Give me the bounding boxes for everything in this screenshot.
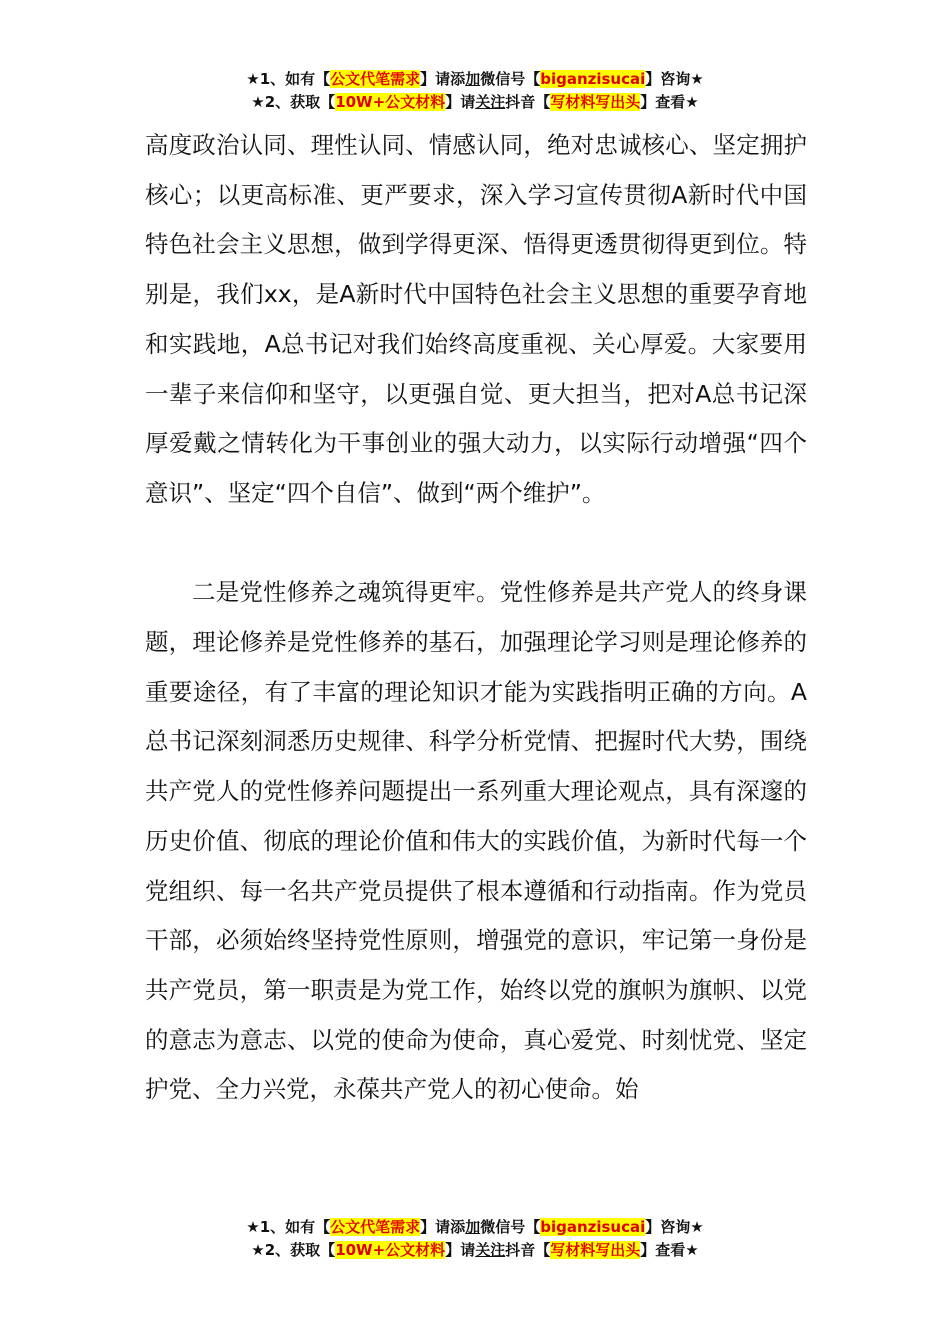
highlight-wechat-id: biganzisucai — [540, 1218, 646, 1236]
banner-line-2 — [0, 91, 950, 114]
banner-text: 】请添 — [420, 1218, 466, 1236]
highlight-service: 公文代笔需求 — [330, 70, 421, 88]
banner-text: ★1、如有【 — [246, 1218, 331, 1236]
banner-underlined-text: 加 — [465, 1218, 481, 1236]
banner-underlined-text: 关注 — [475, 1241, 506, 1259]
banner-underlined-text: 加 — [465, 70, 481, 88]
banner-text: 】请 — [445, 93, 476, 111]
banner-line-1 — [0, 68, 950, 91]
banner-text: 微信号【 — [480, 1218, 541, 1236]
banner-text: 】请 — [445, 1241, 476, 1259]
banner-text: 】查看★ — [640, 93, 699, 111]
banner-line-1 — [0, 1216, 950, 1239]
banner-text: ★2、获取【 — [251, 93, 336, 111]
footer-banner — [0, 1216, 950, 1262]
paragraph-2: 二是党性修养之魂筑得更牢。党性修养是共产党人的终身课题，理论修养是党性修养的基石，加强理论学习则是理论修养的重要途径，有了丰富的理论知识才能为实践指明正确的方向。A总书记深刻洞悉历史规律、科学分析党情、把握时代大势，围绕共产党人的党性修养问题提出一系列重大理论观点，具有深邃的历史价值、彻底的理论价值和伟大的实践价值，为新时代每一个党组织、每一名共产党员提供了根本遵循和行动指南。作为党员干部，必须始终坚持党性原则，增强党的意识，牢记第一身份是共产党员，第一职责是为党工作，始终以党的旗帜为旗帜、以党的意志为意志、以党的使命为使命，真心爱党、时刻忧党、坚定护党、全力兴党，永葆共产党人的初心使命。始 — [145, 578, 807, 1104]
header-banner — [0, 68, 950, 114]
banner-line-2 — [0, 1239, 950, 1262]
highlight-douyin-account: 写材料写出头 — [550, 1241, 641, 1259]
paragraph-1: 高度政治认同、理性认同、情感认同，绝对忠诚核心、坚定拥护核心；以更高标准、更严要求，深入学习宣传贯彻A新时代中国特色社会主义思想，做到学得更深、悟得更透贯彻得更到位。特别是，我们xx，是A新时代中国特色社会主义思想的重要孕育地和实践地，A总书记对我们始终高度重视、关心厚爱。大家要用一辈子来信仰和坚守，以更强自觉、更大担当，把对A总书记深厚爱戴之情转化为干事创业的强大动力，以实际行动增强“四个意识”、坚定“四个自信”、做到“两个维护”。 — [145, 131, 807, 507]
banner-text: 抖音【 — [505, 93, 551, 111]
highlight-douyin-account: 写材料写出头 — [550, 93, 641, 111]
highlight-materials: 10W+公文材料 — [335, 1241, 446, 1259]
banner-text: 抖音【 — [505, 1241, 551, 1259]
banner-text: 】查看★ — [640, 1241, 699, 1259]
highlight-service: 公文代笔需求 — [330, 1218, 421, 1236]
banner-text: 】咨询★ — [645, 70, 704, 88]
banner-underlined-text: 关注 — [475, 93, 506, 111]
banner-text: 】咨询★ — [645, 1218, 704, 1236]
highlight-materials: 10W+公文材料 — [335, 93, 446, 111]
banner-text: 微信号【 — [480, 70, 541, 88]
banner-text: 】请添 — [420, 70, 466, 88]
highlight-wechat-id: biganzisucai — [540, 70, 646, 88]
banner-text: ★2、获取【 — [251, 1241, 336, 1259]
banner-text: ★1、如有【 — [246, 70, 331, 88]
document-body — [145, 121, 807, 1115]
